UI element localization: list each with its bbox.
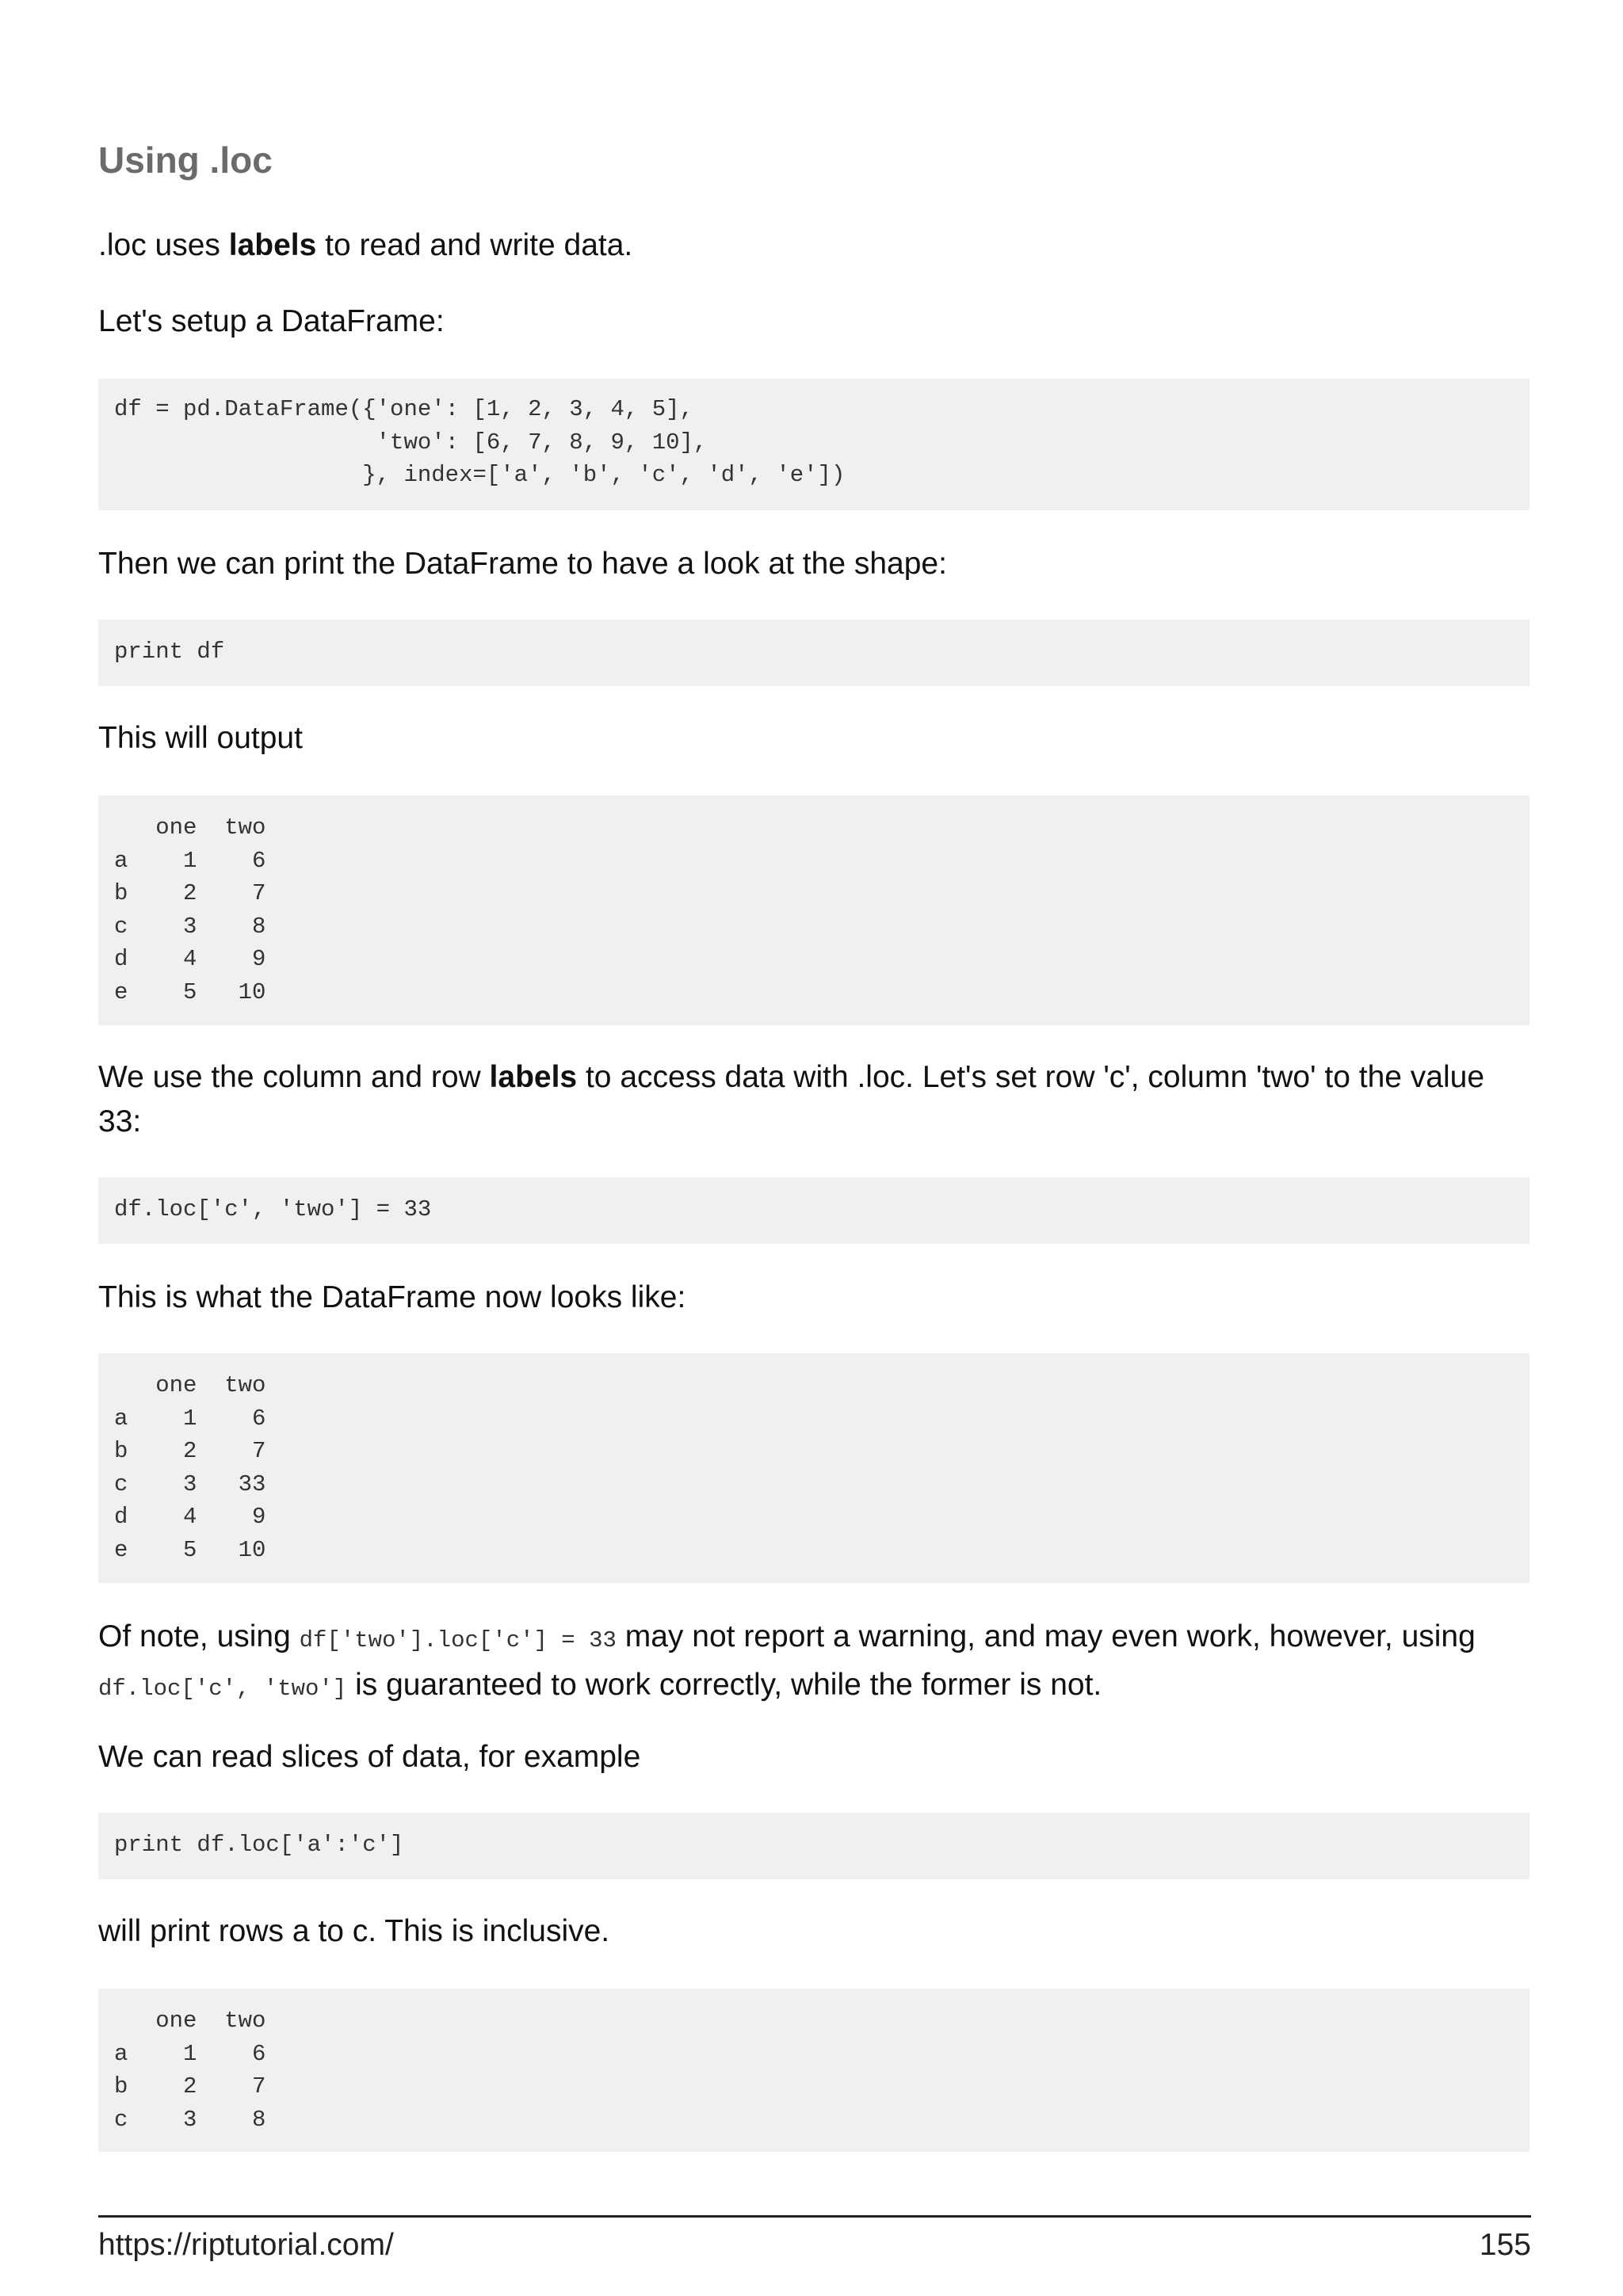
footer-url: https://riptutorial.com/ [98, 2228, 394, 2262]
output-intro-paragraph: This will output [98, 721, 303, 755]
labels-bold: labels [489, 1060, 578, 1094]
note-inline-code-2: df.loc['c', 'two'] [98, 1676, 347, 1702]
code-block-output-2 [98, 1353, 1529, 1583]
print-intro-paragraph: Then we can print the DataFrame to have a look at the shape: [98, 547, 947, 581]
intro-prefix: .loc uses [98, 228, 229, 262]
code-print: print df [114, 639, 225, 665]
code-block-set [98, 1177, 1529, 1244]
output-2: one two a 1 6 b 2 7 c 3 33 d 4 9 e 5 10 [114, 1372, 266, 1563]
output-3: one two a 1 6 b 2 7 c 3 8 [114, 2008, 266, 2133]
section-title: Using .loc [98, 139, 273, 181]
setup-paragraph: Let's setup a DataFrame: [98, 304, 445, 338]
code-block-output-3 [98, 1989, 1529, 2152]
note-paragraph [98, 1615, 1529, 1711]
intro-paragraph [98, 223, 1529, 268]
note-text-3: is guaranteed to work correctly, while the former is not. [346, 1668, 1102, 1702]
intro-bold-labels: labels [228, 228, 317, 262]
footer-divider [98, 2215, 1531, 2218]
labels-suffix: to access data with .loc. Let's set row 'c', column 'two' to the value 33: [98, 1060, 1485, 1138]
code-block-print [98, 620, 1529, 686]
code-block-slice [98, 1813, 1529, 1879]
code-slice: print df.loc['a':'c'] [114, 1832, 404, 1858]
note-text-1: Of note, using [98, 1619, 300, 1653]
slices-paragraph: We can read slices of data, for example [98, 1740, 641, 1774]
code-setup: df = pd.DataFrame({'one': [1, 2, 3, 4, 5], 'two': [6, 7, 8, 9, 10], }, index=['a', 'b', 'c', 'd', 'e']) [114, 396, 846, 488]
code-set: df.loc['c', 'two'] = 33 [114, 1196, 432, 1222]
now-paragraph: This is what the DataFrame now looks like: [98, 1280, 686, 1314]
note-inline-code-1: df['two'].loc['c'] = 33 [299, 1627, 617, 1653]
code-block-setup [98, 379, 1529, 510]
labels-paragraph [98, 1055, 1529, 1144]
code-block-output-1 [98, 795, 1529, 1025]
output-1: one two a 1 6 b 2 7 c 3 8 d 4 9 e 5 10 [114, 814, 266, 1005]
page-number: 155 [1479, 2228, 1531, 2262]
note-text-2: may not report a warning, and may even work, however, using [616, 1619, 1476, 1653]
inclusive-paragraph: will print rows a to c. This is inclusive. [98, 1914, 610, 1948]
labels-prefix: We use the column and row [98, 1060, 490, 1094]
intro-suffix: to read and write data. [316, 228, 633, 262]
